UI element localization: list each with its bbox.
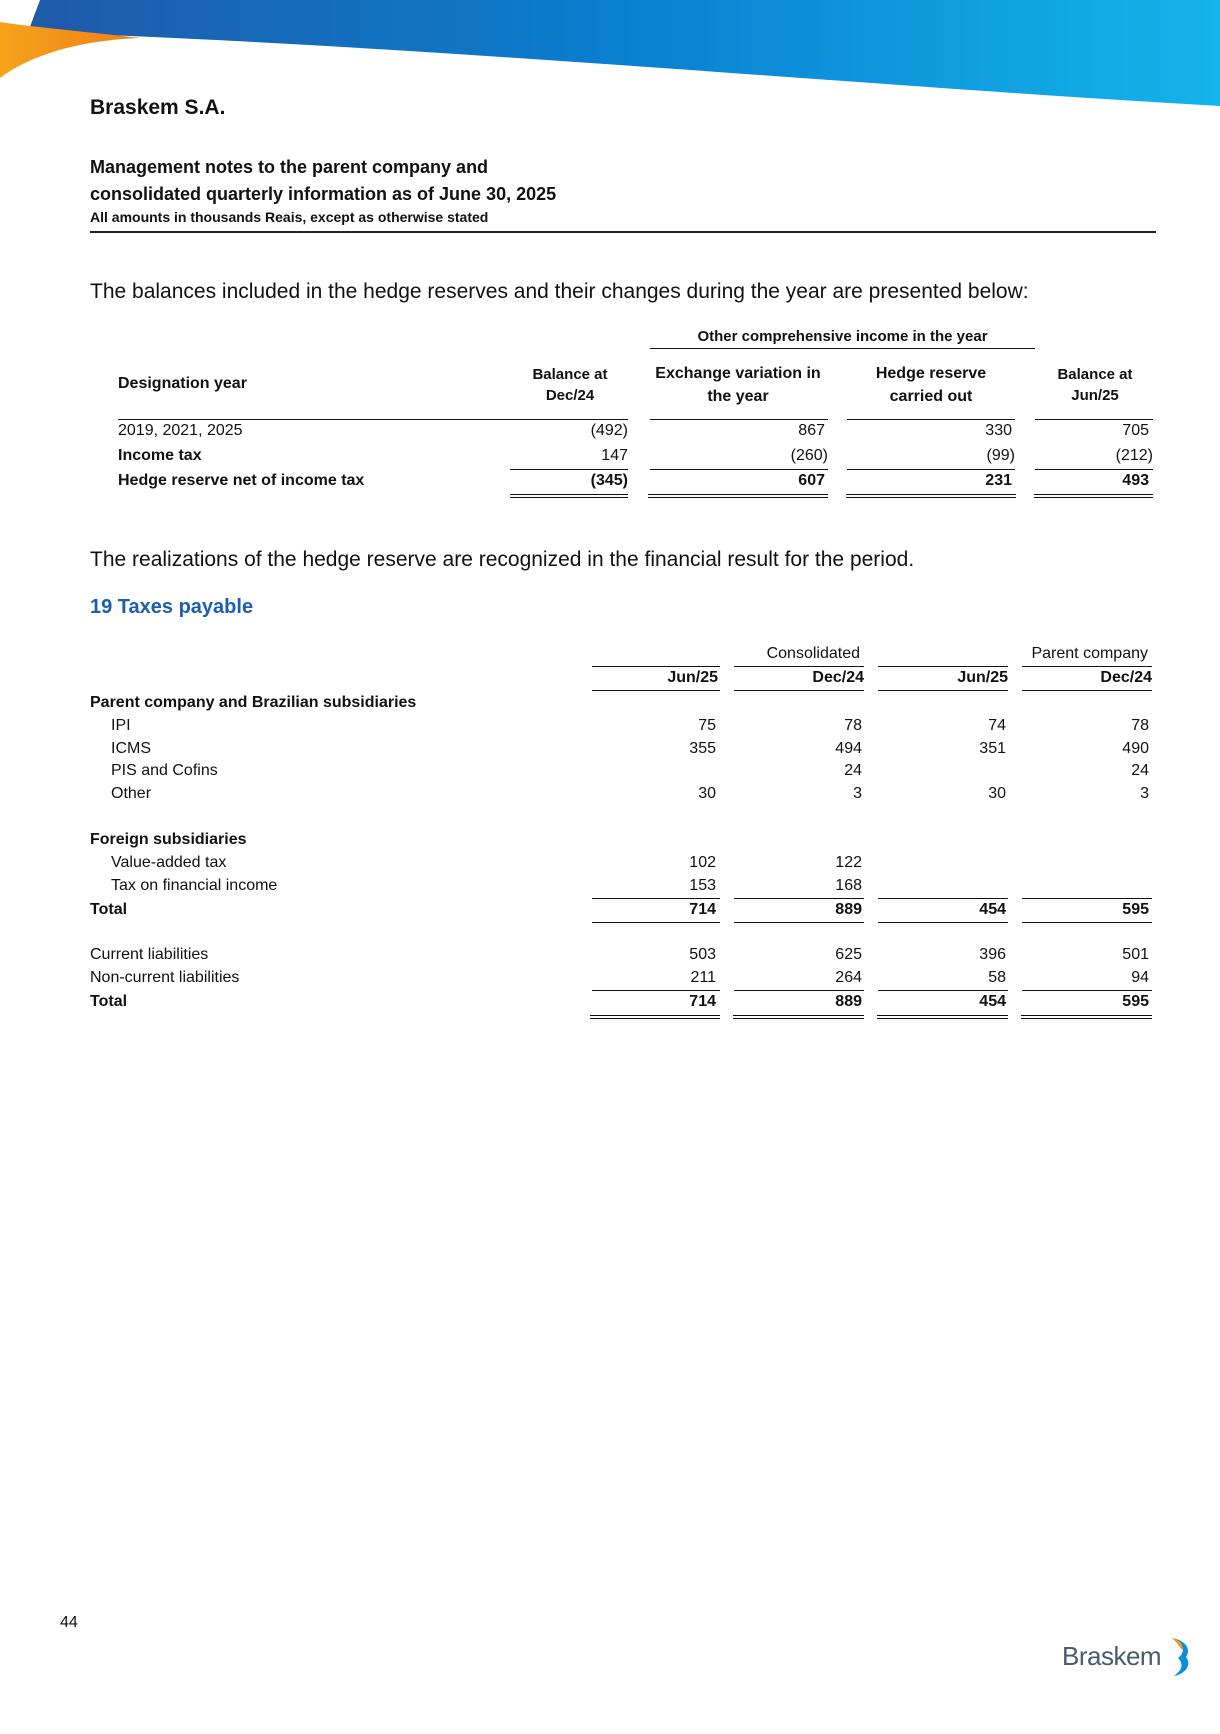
row-label: Other	[111, 785, 152, 802]
cell-p-jun25: 58	[988, 969, 1006, 986]
cell-p-dec24: 24	[1131, 762, 1149, 779]
cell-c-dec24: 494	[835, 740, 862, 757]
cell-balance-dec24: (492)	[590, 422, 628, 439]
header-rule	[650, 419, 828, 420]
braskem-logo: Braskem	[1062, 1641, 1162, 1671]
header-rule	[1022, 690, 1152, 691]
row-label: 2019, 2021, 2025	[118, 422, 243, 439]
header-banner	[0, 0, 1220, 110]
total-double-rule	[733, 1015, 864, 1019]
group-rule	[1022, 666, 1152, 667]
cell-balance-jun25: 493	[1122, 472, 1149, 489]
realization-paragraph: The realizations of the hedge reserve are recognized in the financial result for the period.	[90, 548, 915, 571]
cell-exchange: (260)	[790, 447, 828, 464]
header-rule	[1035, 419, 1153, 420]
cell-balance-jun25: (212)	[1115, 447, 1153, 464]
subtotal-rule	[1022, 898, 1152, 899]
subtotal-rule	[592, 990, 720, 991]
cell-p-dec24: 490	[1122, 740, 1149, 757]
col-balance-jun25	[1035, 364, 1155, 406]
cell-c-dec24: 889	[835, 993, 862, 1010]
document-title-line1: Management notes to the parent company and	[90, 157, 489, 177]
subtotal-rule	[734, 990, 864, 991]
section-title: 19 Taxes payable	[90, 596, 254, 618]
cell-p-dec24: 595	[1122, 901, 1149, 918]
document-title	[90, 154, 556, 208]
company-name: Braskem S.A.	[90, 96, 226, 119]
total-rule	[878, 922, 1008, 923]
col-hedge-line2: carried out	[889, 388, 973, 405]
group-header-rule	[650, 348, 1035, 349]
document-subtitle: All amounts in thousands Reais, except as otherwise stated	[90, 209, 489, 225]
cell-p-jun25: 351	[979, 740, 1006, 757]
row-label: Hedge reserve net of income tax	[118, 472, 365, 489]
cell-hedge: 231	[985, 472, 1012, 489]
row-label: Value-added tax	[111, 854, 227, 871]
col-consolidated-dec24: Dec/24	[812, 669, 864, 686]
row-label: PIS and Cofins	[111, 762, 218, 779]
total-double-rule	[510, 494, 628, 498]
header-rule	[118, 419, 628, 420]
group-rule	[734, 666, 864, 667]
cell-c-jun25: 355	[689, 740, 716, 757]
header-divider	[90, 231, 1156, 233]
cell-exchange: 867	[798, 422, 825, 439]
subtotal-rule	[734, 898, 864, 899]
cell-c-dec24: 3	[853, 785, 862, 802]
cell-hedge: (99)	[986, 447, 1015, 464]
col-balance-dec24-line1: Balance at	[532, 366, 608, 383]
cell-balance-jun25: 705	[1122, 422, 1149, 439]
cell-exchange: 607	[798, 472, 825, 489]
cell-p-jun25: 396	[979, 946, 1006, 963]
subtotal-rule	[878, 898, 1008, 899]
cell-p-jun25: 74	[988, 717, 1006, 734]
col-designation-year: Designation year	[118, 375, 247, 392]
row-label: Non-current liabilities	[90, 969, 240, 986]
cell-p-dec24: 94	[1131, 969, 1149, 986]
total-double-rule	[877, 1015, 1008, 1019]
total-double-rule	[1034, 494, 1153, 498]
group-rule	[592, 666, 720, 667]
subtotal-rule	[510, 469, 628, 470]
cell-c-jun25: 503	[689, 946, 716, 963]
cell-c-jun25: 30	[698, 785, 716, 802]
cell-c-jun25: 102	[689, 854, 716, 871]
col-exchange-line2: the year	[707, 388, 769, 405]
cell-c-jun25: 714	[689, 901, 716, 918]
cell-hedge: 330	[985, 422, 1012, 439]
col-exchange-variation	[648, 362, 828, 408]
row-label: Income tax	[118, 447, 202, 464]
col-balance-dec24-line2: Dec/24	[545, 387, 595, 404]
subtotal-rule	[847, 469, 1015, 470]
section-brazilian: Parent company and Brazilian subsidiaries	[90, 694, 417, 711]
col-balance-jun25-line1: Balance at	[1057, 366, 1133, 383]
total-double-rule	[846, 494, 1016, 498]
group-header-oci: Other comprehensive income in the year	[697, 328, 988, 345]
subtotal-rule	[650, 469, 828, 470]
braskem-logo-icon	[1168, 1636, 1198, 1678]
cell-c-dec24: 24	[844, 762, 862, 779]
cell-c-jun25: 211	[690, 969, 716, 986]
row-label: ICMS	[111, 740, 151, 757]
total-rule	[1022, 922, 1152, 923]
subtotal-rule	[1035, 469, 1153, 470]
cell-c-jun25: 714	[689, 993, 716, 1010]
cell-balance-dec24: (345)	[590, 472, 628, 489]
col-parent-jun25: Jun/25	[957, 669, 1008, 686]
total-double-rule	[590, 1015, 720, 1019]
group-header-parent: Parent company	[1031, 645, 1148, 662]
cell-p-dec24: 78	[1131, 717, 1149, 734]
col-parent-dec24: Dec/24	[1100, 669, 1152, 686]
cell-c-dec24: 122	[835, 854, 862, 871]
row-label: Total	[90, 901, 128, 918]
header-rule	[734, 690, 864, 691]
total-rule	[592, 922, 720, 923]
cell-p-dec24: 3	[1140, 785, 1149, 802]
cell-balance-dec24: 147	[601, 447, 628, 464]
group-header-consolidated: Consolidated	[766, 645, 860, 662]
group-rule	[878, 666, 1008, 667]
header-rule	[878, 690, 1008, 691]
cell-p-jun25: 454	[979, 901, 1006, 918]
cell-c-jun25: 153	[689, 877, 716, 894]
cell-c-dec24: 168	[835, 877, 862, 894]
col-balance-dec24	[510, 364, 630, 406]
cell-c-dec24: 889	[835, 901, 862, 918]
row-label: Tax on financial income	[111, 877, 278, 894]
page-number: 44	[60, 1614, 78, 1631]
subtotal-rule	[1022, 990, 1152, 991]
cell-c-jun25: 75	[698, 717, 716, 734]
total-double-rule	[1021, 1015, 1152, 1019]
col-hedge-line1: Hedge reserve	[875, 365, 987, 382]
intro-paragraph: The balances included in the hedge reserves and their changes during the year are presented below:	[90, 280, 1029, 303]
col-balance-jun25-line2: Jun/25	[1071, 387, 1119, 404]
col-consolidated-jun25: Jun/25	[667, 669, 718, 686]
col-hedge-reserve	[846, 362, 1016, 408]
cell-c-dec24: 78	[844, 717, 862, 734]
total-rule	[734, 922, 864, 923]
cell-p-dec24: 501	[1122, 946, 1149, 963]
row-label: Total	[90, 993, 128, 1010]
total-double-rule	[648, 494, 828, 498]
col-exchange-line1: Exchange variation in	[655, 365, 821, 382]
cell-p-jun25: 454	[979, 993, 1006, 1010]
row-label: Current liabilities	[90, 946, 209, 963]
subtotal-rule	[592, 898, 720, 899]
cell-c-dec24: 625	[835, 946, 862, 963]
header-rule	[592, 690, 720, 691]
section-foreign: Foreign subsidiaries	[90, 831, 247, 848]
cell-p-dec24: 595	[1122, 993, 1149, 1010]
document-title-line2: consolidated quarterly information as of June 30, 2025	[90, 184, 557, 204]
header-rule	[847, 419, 1015, 420]
subtotal-rule	[878, 990, 1008, 991]
row-label: IPI	[111, 717, 131, 734]
cell-c-dec24: 264	[835, 969, 862, 986]
cell-p-jun25: 30	[988, 785, 1006, 802]
